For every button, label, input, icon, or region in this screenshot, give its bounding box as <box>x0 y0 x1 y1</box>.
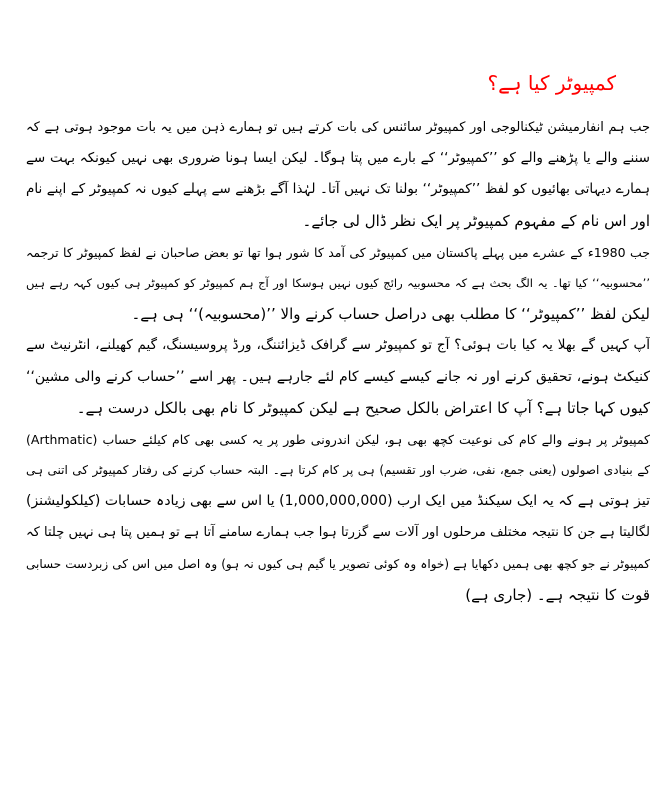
text-line: اور اس نام کے مفہوم کمپیوٹر پر ایک نظر ڈال لی جائے۔ <box>302 211 650 230</box>
text-line: لگالیتا ہے جن کا نتیجہ مختلف مرحلوں اور آلات سے گزرتا ہوا جب ہمارے سامنے آتا ہے تو ہمیں پتا ہی نہیں چلتا کہ <box>26 525 650 541</box>
text-line: سننے والے یا پڑھنے والے کو ’’کمپیوٹر‘‘ کے بارے میں پتا ہوگا۔ لیکن ایسا ہونا ضروری بھی نہیں کیونکہ بہت سے <box>26 150 650 167</box>
paragraph-1 <box>26 112 650 237</box>
paragraph-3 <box>26 330 650 424</box>
text-line: کمپیوٹر پر ہونے والے کام کی نوعیت کچھ بھی ہو، لیکن اندرونی طور پر یہ کسی بھی کام کیلئے حساب (Arthmatic) <box>26 431 650 447</box>
text-line: لیکن لفظ ’’کمپیوٹر‘‘ کا مطلب بھی دراصل حساب کرنے والا ’’(محسوبیہ)‘‘ ہی ہے۔ <box>131 305 650 324</box>
text-line: آپ کہیں گے بھلا یہ کیا بات ہوئی؟ آج تو کمپیوٹر سے گرافک ڈیزائننگ، ورڈ پروسیسنگ، گیم کھیلنے، انٹرنیٹ سے <box>26 337 650 354</box>
article-body <box>26 112 650 611</box>
text-line: کنیکٹ ہونے، تحقیق کرنے اور نہ جانے کیسے کیسے کام لئے جارہے ہیں۔ پھر اسے ’’حساب کرنے والی مشین‘‘ <box>26 368 650 385</box>
text-line: کیوں کہا جاتا ہے؟ آپ کا اعتراض بالکل صحیح ہے لیکن کمپیوٹر کا نام بھی بالکل درست ہے۔ <box>76 398 650 417</box>
page-title: کمپیوٹر کیا ہے؟ <box>487 71 616 95</box>
text-line: کمپیوٹر نے جو کچھ بھی ہمیں دکھایا ہے (خواہ وہ کوئی تصویر یا گیم ہی کیوں نہ ہو) وہ اصل میں اس کی زبردست حسابی <box>26 556 650 571</box>
text-line: ہمارے دیہاتی بھائیوں کو لفظ ’’کمپیوٹر‘‘ بولنا تک نہیں آتا۔ لہٰذا آگے بڑھنے سے پہلے کیوں نہ کمپیوٹر کے اپنے نام <box>26 181 650 198</box>
text-line: تیز ہوتی ہے کہ یہ ایک سیکنڈ میں ایک ارب (1,000,000,000) یا اس سے بھی زیادہ حسابات (کیلکولیشنز) <box>26 493 650 510</box>
text-line: کے بنیادی اصولوں (یعنی جمع، نفی، ضرب اور تقسیم) ہی پر کام کرتا ہے۔ البتہ حساب کرنے کی رفتار کمپیوٹر کی اتنی ہی <box>26 463 650 478</box>
text-line: ’’محسوبیہ‘‘ کیا تھا۔ یہ الگ بحث ہے کہ محسوبیہ رائج کیوں نہیں ہوسکا اور آج ہم کمپیوٹر کو کمپیوٹر ہی کیوں کہہ رہے ہیں <box>26 275 650 290</box>
text-line: قوت کا نتیجہ ہے۔ (جاری ہے) <box>465 585 650 604</box>
text-line: جب ہم انفارمیشن ٹیکنالوجی اور کمپیوٹر سائنس کی بات کرتے ہیں تو ہمارے ذہن میں یہ بات موجود ہوتی ہے کہ <box>26 120 650 135</box>
paragraph-4 <box>26 424 650 611</box>
paragraph-2 <box>26 237 650 331</box>
text-line: جب 1980ء کے عشرے میں پہلے پاکستان میں کمپیوٹر کی آمد کا شور ہوا تھا تو بعض صاحبان نے لفظ کمپیوٹر کا ترجمہ <box>26 244 650 260</box>
